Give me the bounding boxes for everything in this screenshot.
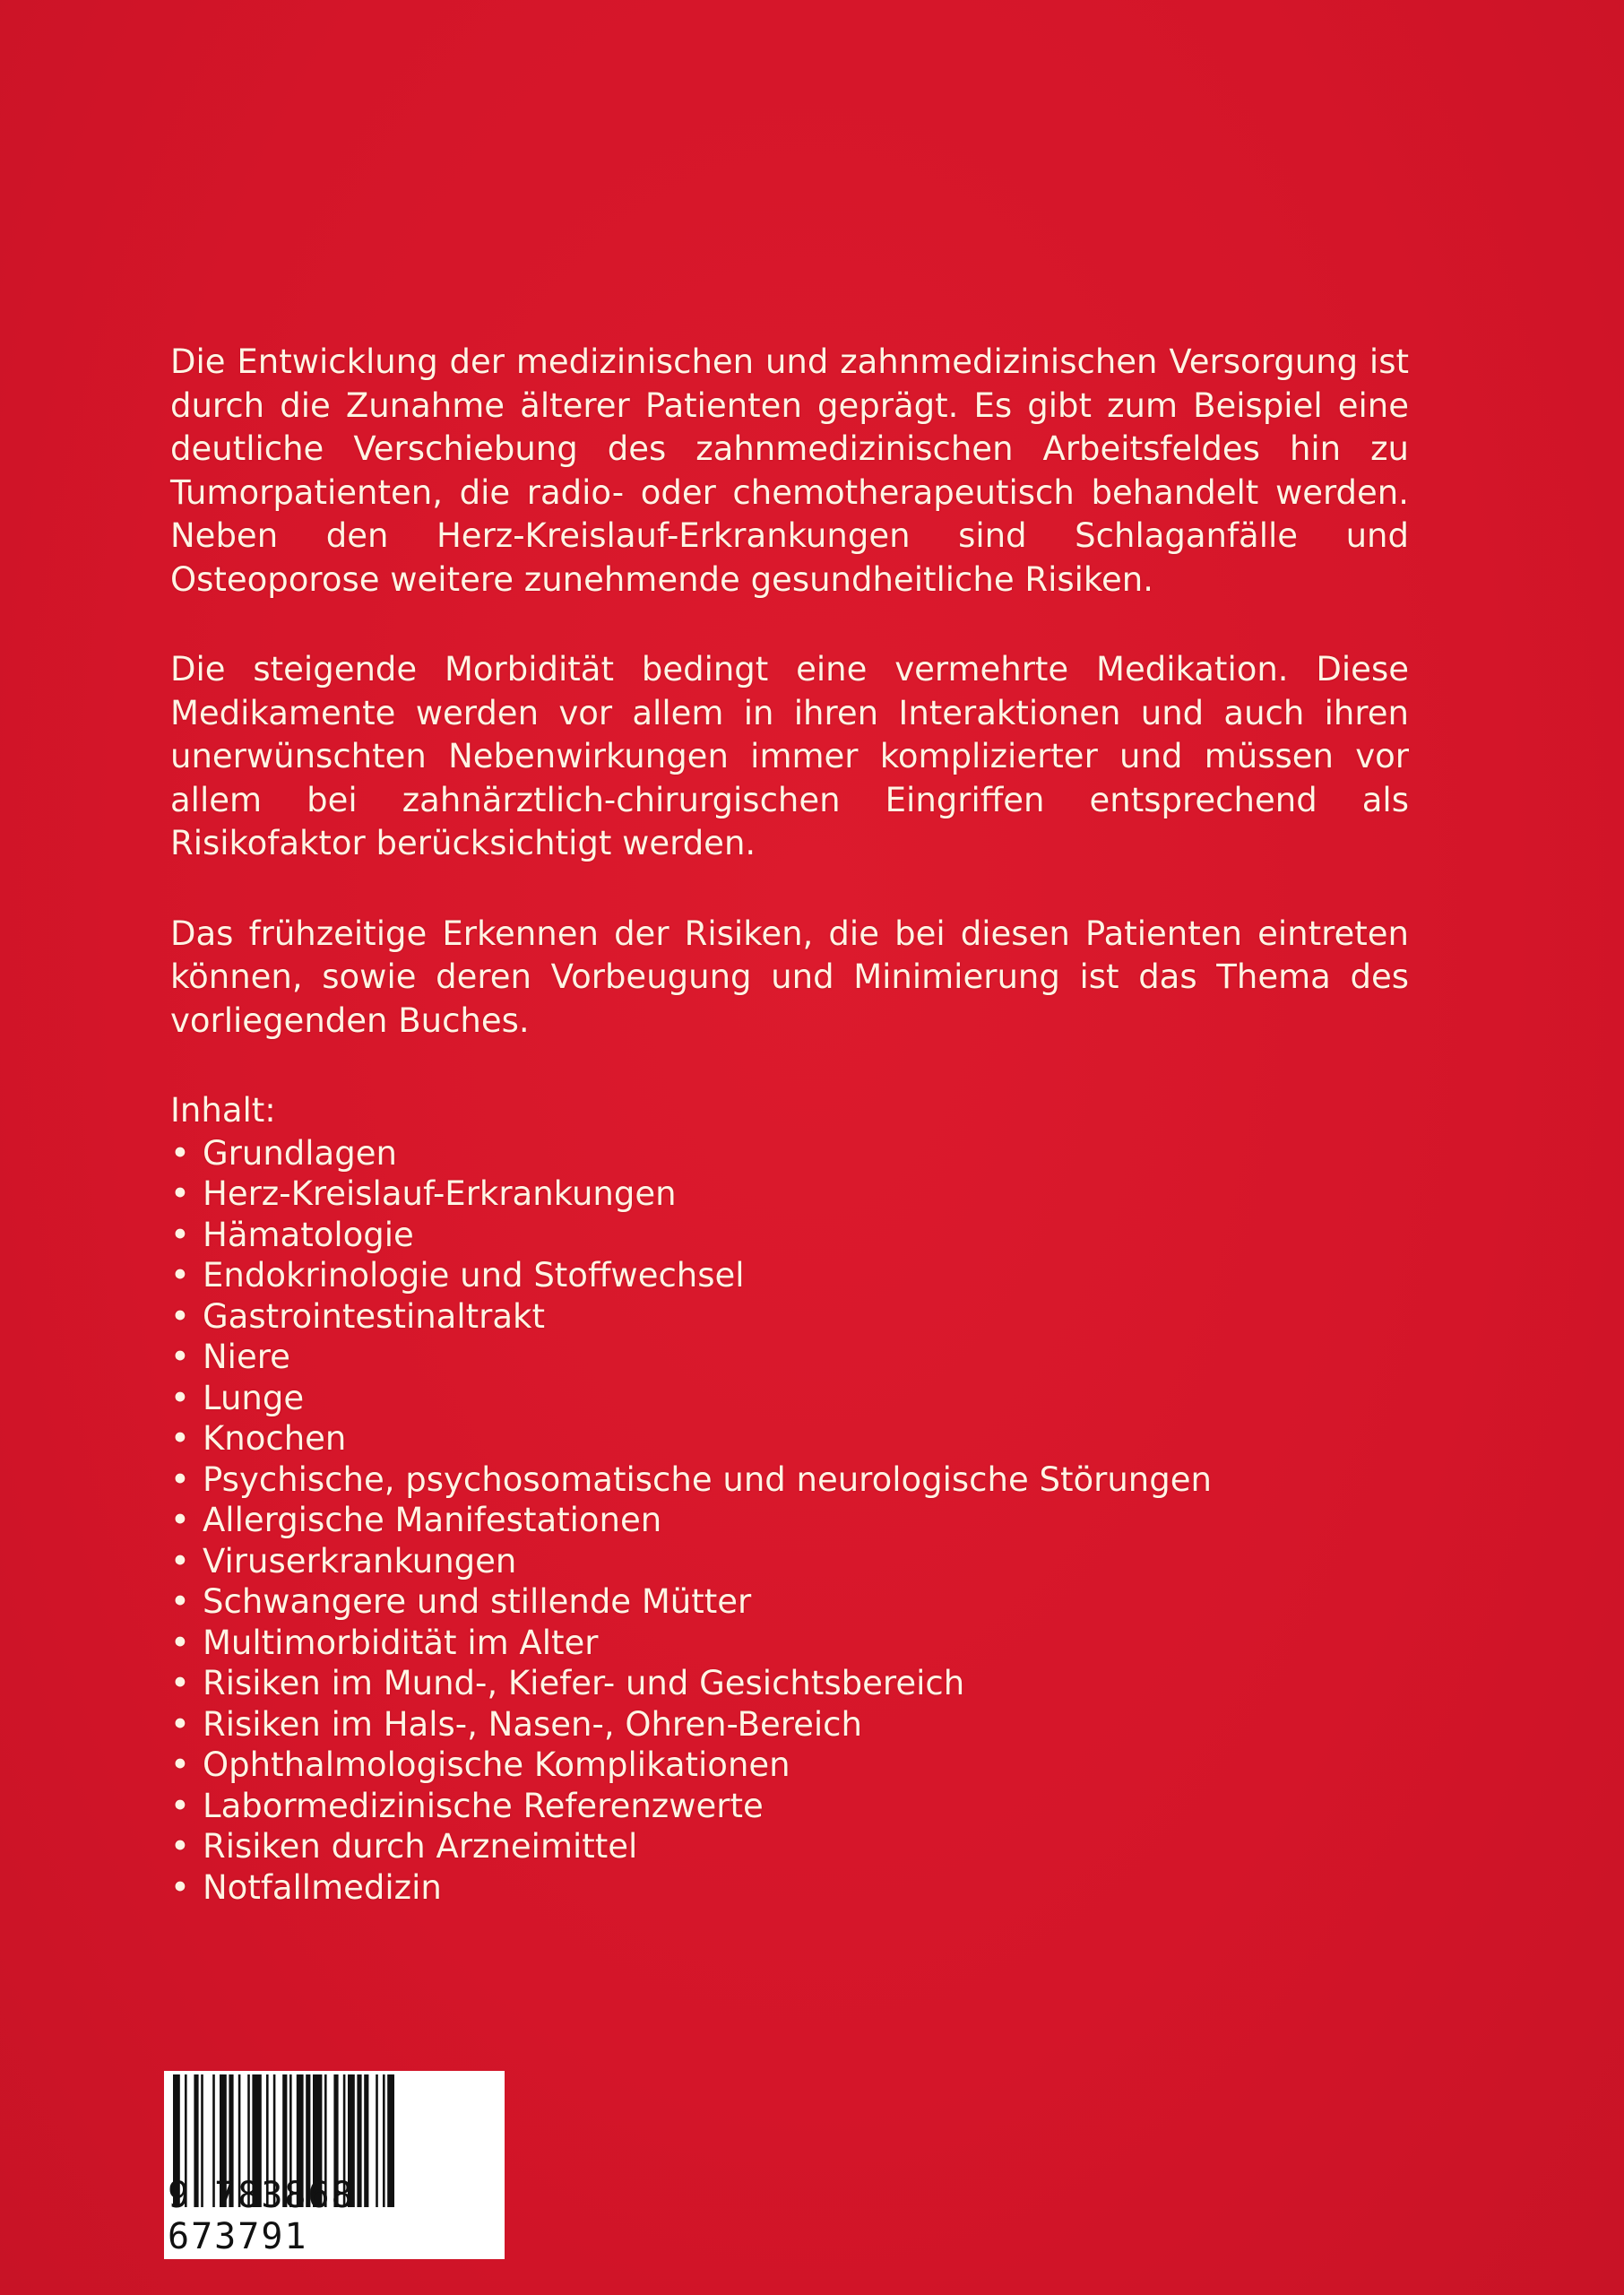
bullet-icon: •	[170, 1174, 190, 1213]
contents-item: • Psychische, psychosomatische und neurologische Störungen	[170, 1459, 1212, 1499]
bullet-icon: •	[170, 1867, 190, 1907]
contents-item: • Niere	[170, 1338, 290, 1376]
contents-item: • Multimorbidität im Alter	[170, 1623, 599, 1662]
bullet-icon: •	[170, 1704, 190, 1744]
bullet-icon: •	[170, 1215, 190, 1254]
bullet-icon: •	[170, 1459, 190, 1499]
contents-item: • Knochen	[170, 1419, 347, 1458]
back-cover-text	[170, 341, 1409, 1908]
bullet-icon: •	[170, 1378, 190, 1417]
contents-item: • Hämatologie	[170, 1215, 414, 1254]
contents-item: • Risiken durch Arzneimittel	[170, 1827, 638, 1866]
bullet-icon: •	[170, 1133, 190, 1173]
contents-item: • Risiken im Hals-, Nasen-, Ohren-Bereich	[170, 1704, 862, 1744]
contents-item: • Risiken im Mund-, Kiefer- und Gesichtsbereich	[170, 1664, 965, 1702]
intro-paragraph-2: Die steigende Morbidität bedingt eine vermehrte Medikation. Diese Medikamente werden vor allem in ihren Interaktionen und auch ihren unerwünschten Nebenwirkungen immer komplizierter und müssen vor allem bei zahnärztlich-chirurgischen Eingriffen entsprechend als Risikofaktor berücksichtigt werden.	[170, 650, 1409, 862]
contents-title: Inhalt:	[170, 1091, 276, 1130]
bullet-icon: •	[170, 1338, 190, 1376]
contents-item: • Notfallmedizin	[170, 1867, 442, 1907]
bullet-icon: •	[170, 1256, 190, 1295]
contents-item: • Grundlagen	[170, 1133, 397, 1173]
isbn-barcode	[164, 2071, 505, 2259]
bullet-icon: •	[170, 1419, 190, 1458]
isbn-number: 9 783868 673791	[168, 2175, 355, 2257]
bullet-icon: •	[170, 1786, 190, 1825]
intro-paragraph-1: Die Entwicklung der medizinischen und zahnmedizinischen Versorgung ist durch die Zunahme älterer Patienten geprägt. Es gibt zum Beispiel eine deutliche Verschiebung des zahnmedizinischen Arbeitsfeldes hin zu Tumorpatienten, die radio- oder chemotherapeutisch behandelt werden. Neben den Herz-Kreislauf-Erkrankungen sind Schlaganfälle und Osteoporose weitere zunehmende gesundheitliche Risiken.	[170, 342, 1409, 599]
contents-item: • Endokrinologie und Stoffwechsel	[170, 1256, 745, 1295]
bullet-icon: •	[170, 1541, 190, 1581]
contents-item: • Allergische Manifestationen	[170, 1501, 662, 1539]
contents-item: • Gastrointestinaltrakt	[170, 1296, 545, 1336]
bullet-icon: •	[170, 1501, 190, 1539]
contents-item: • Lunge	[170, 1378, 305, 1417]
contents-list	[170, 1133, 1409, 1909]
contents-item: • Ophthalmologische Komplikationen	[170, 1745, 790, 1784]
bullet-icon: •	[170, 1582, 190, 1621]
intro-paragraph-3: Das frühzeitige Erkennen der Risiken, die bei diesen Patienten eintreten können, sowie deren Vorbeugung und Minimierung ist das Thema des vorliegenden Buches.	[170, 914, 1409, 1040]
contents-item: • Schwangere und stillende Mütter	[170, 1582, 752, 1621]
contents-item: • Labormedizinische Referenzwerte	[170, 1786, 764, 1825]
bullet-icon: •	[170, 1296, 190, 1336]
bullet-icon: •	[170, 1664, 190, 1702]
bullet-icon: •	[170, 1745, 190, 1784]
contents-item: • Herz-Kreislauf-Erkrankungen	[170, 1174, 677, 1213]
bullet-icon: •	[170, 1623, 190, 1662]
contents-item: • Viruserkrankungen	[170, 1541, 517, 1581]
bullet-icon: •	[170, 1827, 190, 1866]
